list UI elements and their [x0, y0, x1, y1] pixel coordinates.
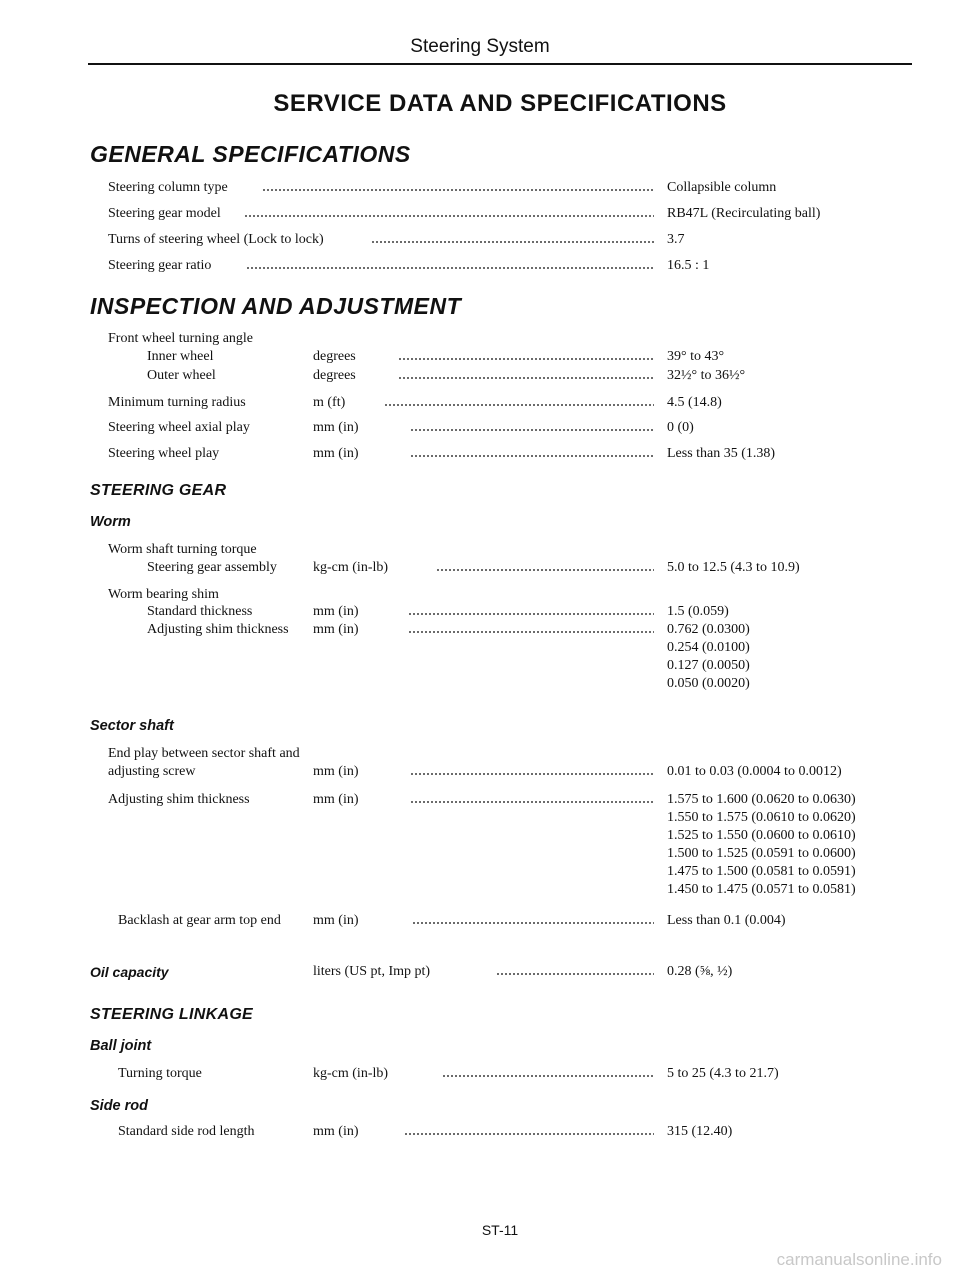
leader-dots: [371, 231, 654, 245]
spec-unit: kg-cm (in-lb): [313, 1066, 389, 1081]
spec-row-side-rod-length: [0, 1123, 960, 1141]
spec-label: Minimum turning radius: [108, 395, 246, 410]
spec-value: 4.5 (14.8): [667, 395, 722, 410]
leader-dots: [244, 205, 654, 219]
leader-dots: [408, 621, 654, 635]
spec-value: 39° to 43°: [667, 349, 725, 364]
page-number: ST-11: [481, 1222, 519, 1238]
spec-value: 1.525 to 1.550 (0.0600 to 0.0610): [667, 828, 856, 843]
spec-row-gear-ratio: [0, 257, 960, 275]
spec-unit: m (ft): [313, 395, 346, 410]
spec-row-wheel-play: [0, 445, 960, 463]
worm-heading: Worm: [90, 514, 131, 530]
spec-value: 1.475 to 1.500 (0.0581 to 0.0591): [667, 864, 856, 879]
leader-dots: [410, 763, 654, 777]
spec-value: Collapsible column: [667, 180, 777, 195]
running-header: Steering System: [410, 36, 550, 57]
spec-value: 315 (12.40): [667, 1124, 733, 1139]
spec-value: 1.450 to 1.475 (0.0571 to 0.0581): [667, 882, 856, 897]
steering-gear-heading: STEERING GEAR: [90, 482, 227, 499]
spec-row-sector-shim: [0, 791, 960, 809]
general-specifications-heading: GENERAL SPECIFICATIONS: [90, 141, 411, 167]
spec-row-outer-wheel: [0, 367, 960, 385]
spec-label: Turns of steering wheel (Lock to lock): [108, 232, 324, 247]
spec-value: 0.762 (0.0300): [667, 622, 750, 637]
leader-dots: [384, 394, 654, 408]
spec-unit: mm (in): [313, 604, 359, 619]
spec-label: Steering column type: [108, 180, 228, 195]
leader-dots: [408, 603, 654, 617]
leader-dots: [442, 1065, 654, 1079]
spec-row-adjusting-shim: [0, 621, 960, 639]
spec-label: Steering gear ratio: [108, 258, 212, 273]
spec-value: 5.0 to 12.5 (4.3 to 10.9): [667, 560, 800, 575]
spec-label: Outer wheel: [147, 368, 216, 383]
spec-row-ball-joint-torque: [0, 1065, 960, 1083]
spec-unit: mm (in): [313, 764, 359, 779]
spec-label: Steering wheel play: [108, 446, 220, 461]
leader-dots: [410, 791, 654, 805]
spec-label: Standard side rod length: [118, 1124, 255, 1139]
spec-label: Adjusting shim thickness: [108, 792, 250, 807]
spec-label: Inner wheel: [147, 349, 214, 364]
spec-row-backlash: [0, 912, 960, 930]
spec-row-axial-play: [0, 419, 960, 437]
leader-dots: [496, 963, 654, 977]
worm-shaft-turning-torque-label: Worm shaft turning torque: [108, 542, 257, 557]
leader-dots: [412, 912, 654, 926]
spec-value: 32½° to 36½°: [667, 368, 746, 383]
spec-value: 0.254 (0.0100): [667, 640, 750, 655]
watermark: carmanualsonline.info: [776, 1250, 942, 1269]
spec-value: RB47L (Recirculating ball): [667, 206, 821, 221]
steering-linkage-heading: STEERING LINKAGE: [90, 1006, 254, 1023]
oil-capacity-heading: Oil capacity: [90, 964, 169, 980]
leader-dots: [404, 1123, 654, 1137]
spec-row-oil-capacity: [0, 963, 960, 981]
leader-dots: [410, 445, 654, 459]
spec-unit: mm (in): [313, 913, 359, 928]
header-rule: [88, 63, 912, 65]
spec-label: Steering gear model: [108, 206, 221, 221]
spec-value: 1.575 to 1.600 (0.0620 to 0.0630): [667, 792, 856, 807]
spec-row-turning-radius: [0, 394, 960, 412]
spec-unit: mm (in): [313, 420, 359, 435]
leader-dots: [262, 179, 654, 193]
spec-unit: mm (in): [313, 792, 359, 807]
spec-value: 16.5 : 1: [667, 258, 710, 273]
spec-value: 5 to 25 (4.3 to 21.7): [667, 1066, 779, 1081]
spec-value: 0.01 to 0.03 (0.0004 to 0.0012): [667, 764, 842, 779]
spec-label: Standard thickness: [147, 604, 253, 619]
ball-joint-heading: Ball joint: [90, 1038, 152, 1054]
spec-value: 1.500 to 1.525 (0.0591 to 0.0600): [667, 846, 856, 861]
spec-unit: mm (in): [313, 446, 359, 461]
spec-value: 3.7: [667, 232, 685, 247]
end-play-label: End play between sector shaft and: [108, 746, 300, 761]
spec-row-inner-wheel: [0, 348, 960, 366]
side-rod-heading: Side rod: [90, 1098, 149, 1114]
spec-row-gear-assembly: [0, 559, 960, 577]
spec-value: Less than 0.1 (0.004): [667, 913, 786, 928]
page-title: SERVICE DATA AND SPECIFICATIONS: [273, 90, 727, 117]
leader-dots: [398, 367, 654, 381]
spec-label: Backlash at gear arm top end: [118, 913, 281, 928]
spec-unit: kg-cm (in-lb): [313, 560, 389, 575]
spec-unit: mm (in): [313, 1124, 359, 1139]
spec-value: Less than 35 (1.38): [667, 446, 776, 461]
spec-label: Steering gear assembly: [147, 560, 277, 575]
leader-dots: [410, 419, 654, 433]
spec-value: 0.050 (0.0020): [667, 676, 750, 691]
inspection-adjustment-heading: INSPECTION AND ADJUSTMENT: [90, 293, 462, 319]
spec-unit: liters (US pt, Imp pt): [313, 964, 431, 979]
leader-dots: [246, 257, 654, 271]
worm-bearing-shim-label: Worm bearing shim: [108, 587, 219, 602]
spec-value: 0 (0): [667, 420, 694, 435]
spec-row-column-type: [0, 179, 960, 197]
spec-label: adjusting screw: [108, 764, 196, 779]
spec-row-end-play: [0, 763, 960, 781]
spec-value: 0.28 (⅝, ½): [667, 964, 733, 979]
spec-unit: mm (in): [313, 622, 359, 637]
spec-row-turns: [0, 231, 960, 249]
spec-row-standard-thickness: [0, 603, 960, 621]
front-wheel-turning-angle-label: Front wheel turning angle: [108, 331, 254, 346]
spec-label: Turning torque: [118, 1066, 202, 1081]
spec-value: 1.5 (0.059): [667, 604, 729, 619]
spec-value: 1.550 to 1.575 (0.0610 to 0.0620): [667, 810, 856, 825]
spec-unit: degrees: [313, 349, 356, 364]
leader-dots: [398, 348, 654, 362]
leader-dots: [436, 559, 654, 573]
spec-label: Steering wheel axial play: [108, 420, 250, 435]
sector-shaft-heading: Sector shaft: [90, 718, 174, 734]
spec-unit: degrees: [313, 368, 356, 383]
spec-row-gear-model: [0, 205, 960, 223]
spec-value: 0.127 (0.0050): [667, 658, 750, 673]
spec-label: Adjusting shim thickness: [147, 622, 289, 637]
